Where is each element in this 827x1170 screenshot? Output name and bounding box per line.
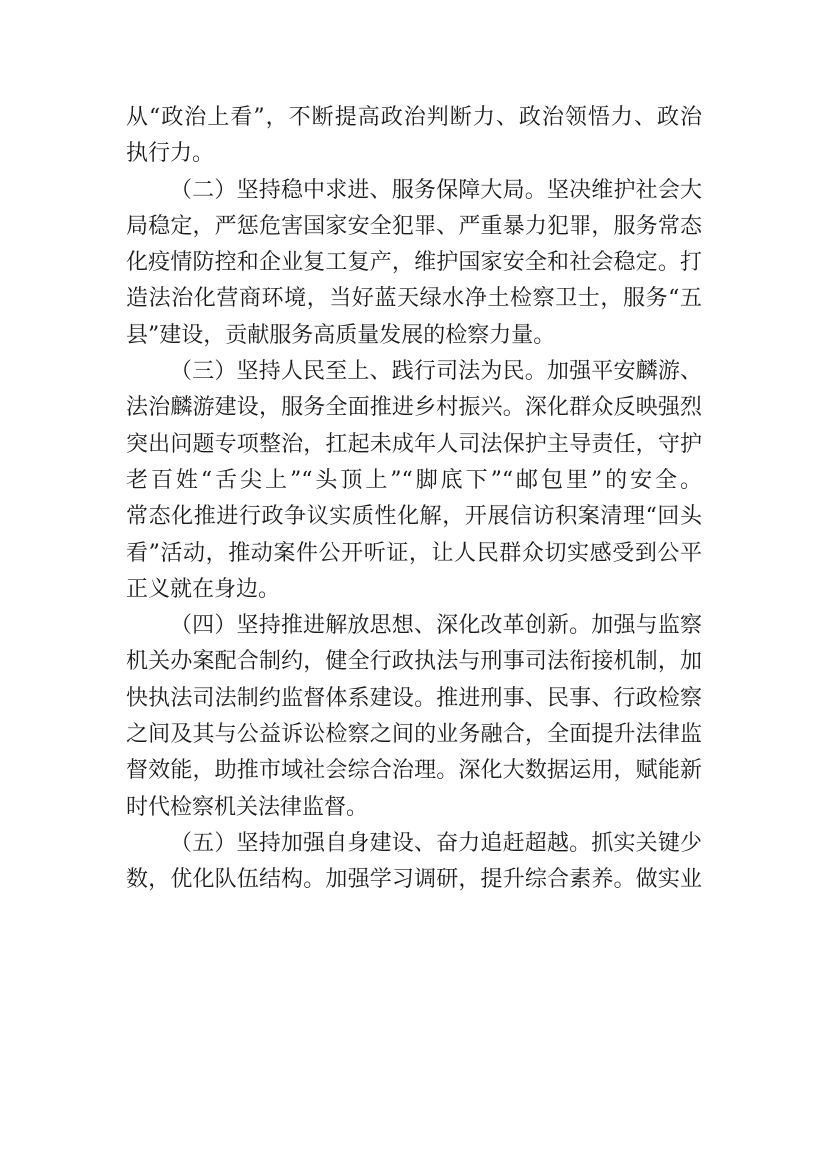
paragraph-continuation xyxy=(126,100,702,173)
text-line: 造法治化营商环境，当好蓝天绿水净土检察卫士，服务“五 xyxy=(126,286,702,312)
text-line: 突出问题专项整治，扛起未成年人司法保护主导责任，守护 xyxy=(126,431,702,457)
paragraph-section-2 xyxy=(126,173,702,354)
text-line: （五）坚持加强自身建设、奋力追赶超越。抓实关键少 xyxy=(170,830,702,856)
text-line: 之间及其与公益诉讼检察之间的业务融合，全面提升法律监 xyxy=(126,722,702,748)
text-line: 时代检察机关法律监督。 xyxy=(126,794,369,820)
paragraph-section-5 xyxy=(126,826,702,899)
text-line: 机关办案配合制约，健全行政执法与刑事司法衔接机制，加 xyxy=(126,649,702,675)
text-line: 正义就在身边。 xyxy=(126,576,281,602)
paragraph-section-4 xyxy=(126,608,702,826)
text-line: （三）坚持人民至上、践行司法为民。加强平安麟游、 xyxy=(170,359,702,385)
text-line: 快执法司法制约监督体系建设。推进刑事、民事、行政检察 xyxy=(126,685,702,711)
text-line: 从“政治上看”，不断提高政治判断力、政治领悟力、政治 xyxy=(126,105,702,130)
text-line: 常态化推进行政争议实质性化解，开展信访积案清理“回头 xyxy=(126,504,702,530)
text-line: 化疫情防控和企业复工复产，维护国家安全和社会稳定。打 xyxy=(126,250,702,276)
text-line: 执行力。 xyxy=(126,141,215,167)
document-body xyxy=(126,100,702,899)
text-line: 法治麟游建设，服务全面推进乡村振兴。深化群众反映强烈 xyxy=(126,395,702,421)
text-line: 县”建设，贡献服务高质量发展的检察力量。 xyxy=(126,322,556,348)
text-line: 看”活动，推动案件公开听证，让人民群众切实感受到公平 xyxy=(126,540,702,566)
text-line: 老百姓“舌尖上”“头顶上”“脚底下”“邮包里”的安全。 xyxy=(126,467,702,493)
text-line: 数，优化队伍结构。加强学习调研，提升综合素养。做实业 xyxy=(126,867,702,893)
text-line: （二）坚持稳中求进、服务保障大局。坚决维护社会大 xyxy=(170,177,702,203)
text-line: 督效能，助推市域社会综合治理。深化大数据运用，赋能新 xyxy=(126,758,702,784)
text-line: （四）坚持推进解放思想、深化改革创新。加强与监察 xyxy=(170,613,702,639)
text-line: 局稳定，严惩危害国家安全犯罪、严重暴力犯罪，服务常态 xyxy=(126,213,702,239)
paragraph-section-3 xyxy=(126,354,702,608)
